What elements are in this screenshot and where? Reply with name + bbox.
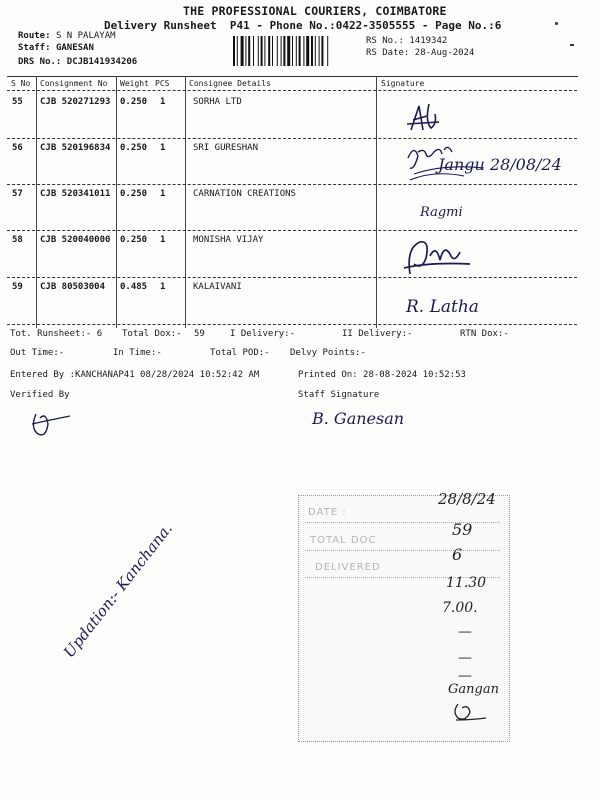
printed-on: Printed On: 28-08-2024 10:52:53	[298, 370, 466, 380]
stamp-date-label: DATE :	[308, 507, 347, 518]
total-dox-value: 59	[194, 329, 205, 339]
col-header-consignee: Consignee Details	[189, 79, 271, 88]
row-58-consignment: CJB 520040000	[40, 235, 111, 245]
barcode-bar	[299, 36, 301, 66]
stamp-value-4: 7.00.	[442, 600, 478, 616]
col-header-sno: S No	[11, 79, 31, 88]
row-56-consignee: SRI GURESHAN	[193, 143, 259, 153]
barcode-bar	[268, 36, 270, 66]
signature-row-57	[418, 196, 488, 226]
route-label: Route:	[18, 31, 51, 41]
signature-row-56-text: Jangu 28/08/24	[438, 155, 562, 174]
stamp-signer: Gangan	[448, 682, 499, 697]
barcode-bar	[272, 36, 273, 66]
row-55-consignee: SORHA LTD	[193, 97, 242, 107]
runsheet-title: Delivery Runsheet P41 - Phone No.:0422-3505555 - Page No.:6	[104, 19, 502, 32]
barcode-bar	[248, 36, 250, 66]
tot-runsheet: Tot. Runsheet:- 6	[10, 329, 103, 339]
speck-2	[570, 44, 574, 46]
staff-signature-text: B. Ganesan	[312, 409, 405, 428]
row-55-consignment: CJB 520271293	[40, 97, 111, 107]
signature-row-57-text: Ragmi	[420, 205, 463, 220]
route-row	[18, 31, 116, 41]
stamp-date-value: 28/8/24	[438, 490, 496, 508]
rs-no-value: 1419342	[409, 36, 448, 46]
barcode-bar	[264, 36, 265, 66]
signature-row-55	[405, 100, 445, 134]
barcode-bar	[319, 36, 320, 66]
row-58-pcs: 1	[160, 235, 166, 245]
rs-date-label: RS Date:	[366, 48, 410, 58]
row-56-pcs: 1	[160, 143, 166, 153]
table-header-rule	[7, 90, 577, 91]
barcode-bar	[283, 36, 285, 66]
row-57-consignment: CJB 520341011	[40, 189, 111, 199]
row-57-consignee: CARNATION CREATIONS	[193, 189, 296, 199]
rs-no-row	[366, 36, 447, 46]
row-57-weight: 0.250	[120, 189, 148, 199]
row-57-rule	[7, 230, 577, 231]
barcode-bar	[233, 36, 235, 66]
verified-by-label: Verified By	[10, 390, 70, 400]
rtn-dox: RTN Dox:-	[460, 329, 509, 339]
row-59-pcs: 1	[160, 282, 166, 292]
company-title: THE PROFESSIONAL COURIERS, COIMBATORE	[183, 4, 447, 18]
row-57-sno: 57	[12, 189, 23, 199]
row-58-sno: 58	[12, 235, 23, 245]
total-pod: Total POD:-	[210, 348, 270, 358]
stamp-value-3: 11.30	[446, 575, 487, 591]
rs-date-value: 28-Aug-2024	[414, 48, 475, 58]
barcode-bar	[306, 36, 309, 66]
col-sep-1	[36, 76, 37, 328]
route-value: S N PALAYAM	[55, 31, 116, 41]
signature-row-58	[400, 234, 480, 280]
staff-label: Staff:	[18, 43, 51, 53]
signature-row-59	[404, 288, 494, 322]
col-sep-2	[116, 76, 117, 328]
barcode-bar	[311, 36, 313, 66]
row-55-rule	[7, 138, 577, 139]
drs-value: DCJB141934206	[66, 57, 138, 67]
stamp-value-7: —	[458, 668, 472, 684]
stamp-value-5: —	[458, 624, 472, 640]
row-59-sno: 59	[12, 282, 23, 292]
stamp-total-doc-label: TOTAL DOC	[310, 535, 377, 546]
row-59-weight: 0.485	[120, 282, 148, 292]
stamp-delivered-label: DELIVERED	[315, 562, 381, 573]
col-header-weight: Weight	[120, 79, 149, 88]
entered-by: Entered By :KANCHANAP41 08/28/2024 10:52:42 AM	[10, 370, 260, 380]
col-sep-3	[185, 76, 186, 328]
col-sep-4	[376, 76, 377, 328]
barcode-bar	[281, 36, 282, 66]
barcode-bar	[315, 36, 316, 66]
staff-signature-label: Staff Signature	[298, 390, 380, 400]
staff-row	[18, 43, 94, 53]
barcode-bar	[241, 36, 244, 66]
row-56-sno: 56	[12, 143, 23, 153]
staff-value: GANESAN	[55, 43, 94, 53]
barcode	[233, 36, 357, 66]
barcode-bar	[237, 36, 238, 66]
stamp-value-1: 59	[452, 520, 473, 539]
delvy-points: Delvy Points:-	[290, 348, 366, 358]
row-55-weight: 0.250	[120, 97, 148, 107]
barcode-bar	[303, 36, 304, 66]
barcode-bar	[261, 36, 263, 66]
col-header-consignment: Consignment No	[40, 79, 108, 88]
row-59-consignment: CJB 80503004	[40, 282, 106, 292]
signature-row-56	[404, 140, 562, 184]
barcode-bar	[287, 36, 290, 66]
barcode-bar	[277, 36, 278, 66]
row-56-consignment: CJB 520196834	[40, 143, 111, 153]
i-delivery: I Delivery:-	[230, 329, 296, 339]
out-time: Out Time:-	[10, 348, 65, 358]
barcode-bar	[245, 36, 246, 66]
row-59-rule	[7, 324, 577, 325]
ii-delivery: II Delivery:-	[342, 329, 413, 339]
table-top-rule	[7, 76, 578, 77]
stamp-line-2	[305, 550, 500, 551]
speck-1	[555, 22, 558, 25]
row-57-pcs: 1	[160, 189, 166, 199]
row-59-consignee: KALAIVANI	[193, 282, 242, 292]
barcode-bar	[253, 36, 254, 66]
col-header-signature: Signature	[381, 79, 425, 88]
staff-signature-hand	[310, 400, 405, 436]
barcode-bar	[292, 36, 293, 66]
stamp-signer-mark	[450, 698, 490, 724]
barcode-bar	[327, 36, 328, 66]
stamp-value-6: —	[458, 650, 472, 666]
in-time: In Time:-	[113, 348, 162, 358]
stamp-value-2: 6	[452, 545, 463, 564]
row-56-weight: 0.250	[120, 143, 148, 153]
drs-row	[18, 57, 137, 67]
col-header-pcs: PCS	[155, 79, 170, 88]
row-55-pcs: 1	[160, 97, 166, 107]
row-56-rule	[7, 184, 577, 185]
barcode-bar	[258, 36, 259, 66]
drs-label: DRS No.:	[18, 57, 62, 67]
rs-no-label: RS No.:	[366, 36, 404, 46]
total-dox-label: Total Dox:-	[122, 329, 182, 339]
barcode-bar	[321, 36, 323, 66]
updation-note: Updation:- Kanchana.	[60, 519, 177, 662]
barcode-bar	[296, 36, 297, 66]
row-58-rule	[7, 277, 577, 278]
rs-date-row	[366, 48, 474, 58]
verified-by-signature	[26, 404, 76, 440]
row-58-consignee: MONISHA VIJAY	[193, 235, 264, 245]
row-58-weight: 0.250	[120, 235, 148, 245]
row-55-sno: 55	[12, 97, 23, 107]
signature-row-59-text: R. Latha	[406, 297, 479, 317]
